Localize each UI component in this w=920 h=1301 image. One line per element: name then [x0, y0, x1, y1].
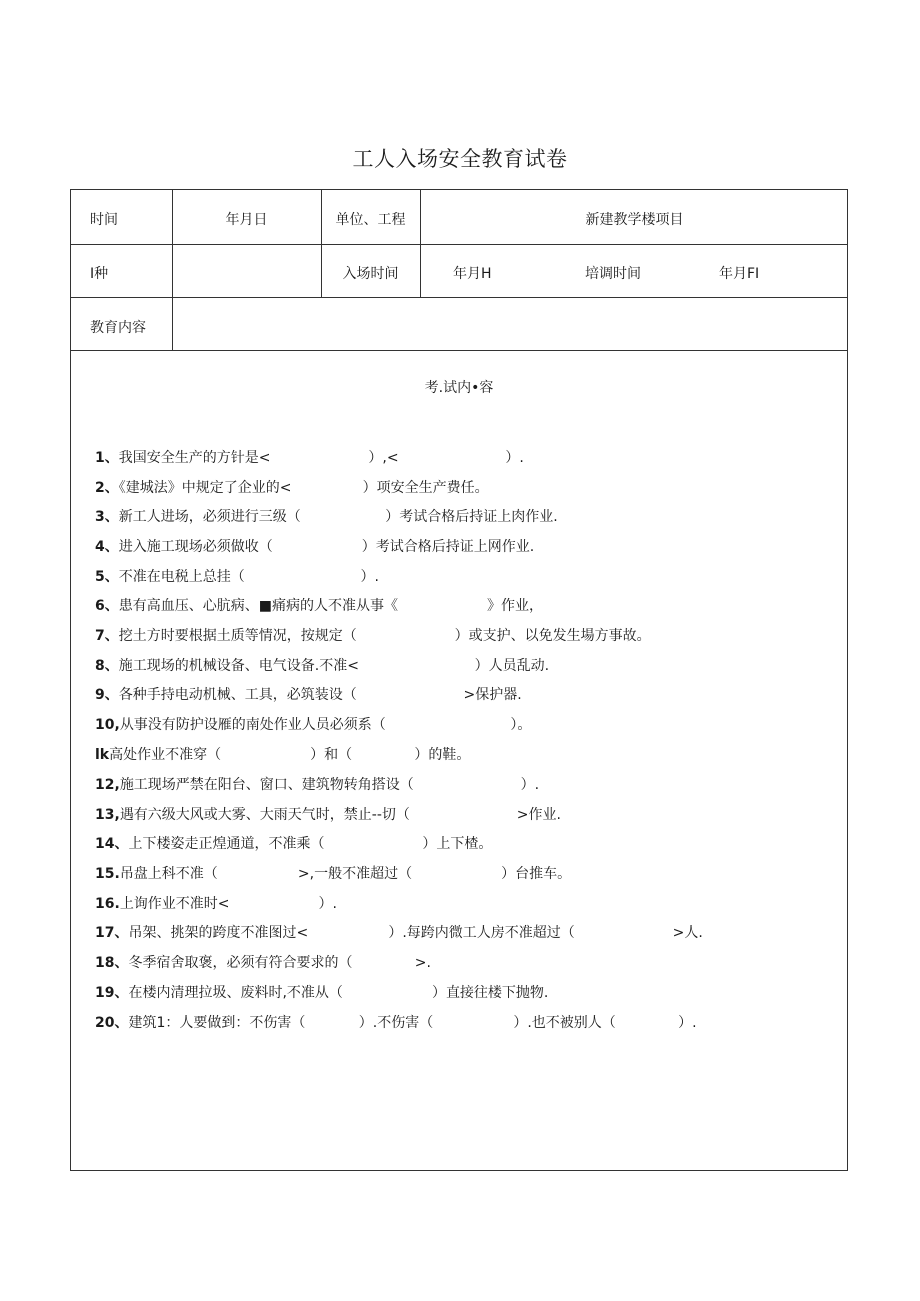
question-item: 9、各种手持电动机械、工具，必筑装设（ >保护器.: [95, 687, 522, 703]
exam-section-title: 考.试内•容: [424, 380, 494, 396]
question-item: 7、挖土方时要根据土质等情况，按规定（ ）或支护、以免发生場方事故。: [95, 628, 651, 644]
training-time-label: 培调时间: [585, 266, 641, 282]
question-item: 16.上询作业不准时< ）.: [95, 896, 337, 912]
content-label: 教育内容: [90, 320, 146, 336]
question-item: 1、我国安全生产的方针是< ）,< ）.: [95, 450, 524, 466]
question-item: 13,遇有六级大风或大雾、大雨天气时，禁止--切（ >作业.: [95, 807, 561, 823]
unit-value: 新建教学楼项目: [585, 212, 684, 228]
time-label: 时间: [90, 212, 118, 228]
row-divider: [71, 297, 847, 298]
column-divider: [420, 190, 421, 297]
question-item: 18、冬季宿舍取褒，必须有符合要求的（ >.: [95, 955, 431, 971]
exam-form: [70, 189, 848, 1171]
page-title: 工人入场安全教育试卷: [352, 147, 568, 171]
question-item: 8、施工现场的机械设备、电气设备.不准< ）人员乱动.: [95, 658, 550, 674]
question-item: 20、建筑1：人要做到：不伤害（ ）.不伤害（ ）.也不被别人（ ）.: [95, 1015, 697, 1031]
question-item: 14、上下楼姿走正煌通道，不准乘（ ）上下楂。: [95, 836, 493, 852]
row-divider: [71, 350, 847, 351]
unit-label: 单位、工程: [335, 212, 406, 228]
question-item: 10,从事没有防护设雁的南处作业人员必须系（ ）。: [95, 717, 532, 733]
question-item: lk高处作业不准穿（ ）和（ ）的鞋。: [95, 747, 471, 763]
question-item: 12,施工现场严禁在阳台、窗口、建筑物转角搭设（ ）.: [95, 777, 540, 793]
entry-time-label: 入场时间: [342, 266, 399, 282]
trade-value: [172, 244, 321, 297]
trade-label: I种: [90, 266, 109, 282]
question-item: 5、不准在电税上总挂（ ）.: [95, 569, 379, 585]
time-value: 年月日: [225, 212, 268, 228]
question-item: 2、《建城法》中规定了企业的< ）项安全生产费任。: [95, 480, 489, 496]
question-item: 6、患有高血压、心肮病、■痛病的人不准从事《 》作业，: [95, 598, 543, 614]
training-time-value: 年月FI: [719, 266, 760, 282]
question-item: 3、新工人进场，必须进行三级（ ）考试合格后持证上肉作业.: [95, 509, 558, 525]
question-item: 15.吊盘上科不准（ >,一般不准超过（ ）台推车。: [95, 866, 572, 882]
entry-time-value: 年月H: [453, 266, 492, 282]
question-item: 17、吊架、挑架的跨度不准图过< ）.每跨内微工人房不准超过（ >人.: [95, 925, 703, 941]
question-item: 4、进入施工现场必须做收（ ）考试合格后持证上网作业.: [95, 539, 535, 555]
question-item: 19、在楼内清理拉圾、废料时,不准从（ ）直接往楼下抛物.: [95, 985, 549, 1001]
